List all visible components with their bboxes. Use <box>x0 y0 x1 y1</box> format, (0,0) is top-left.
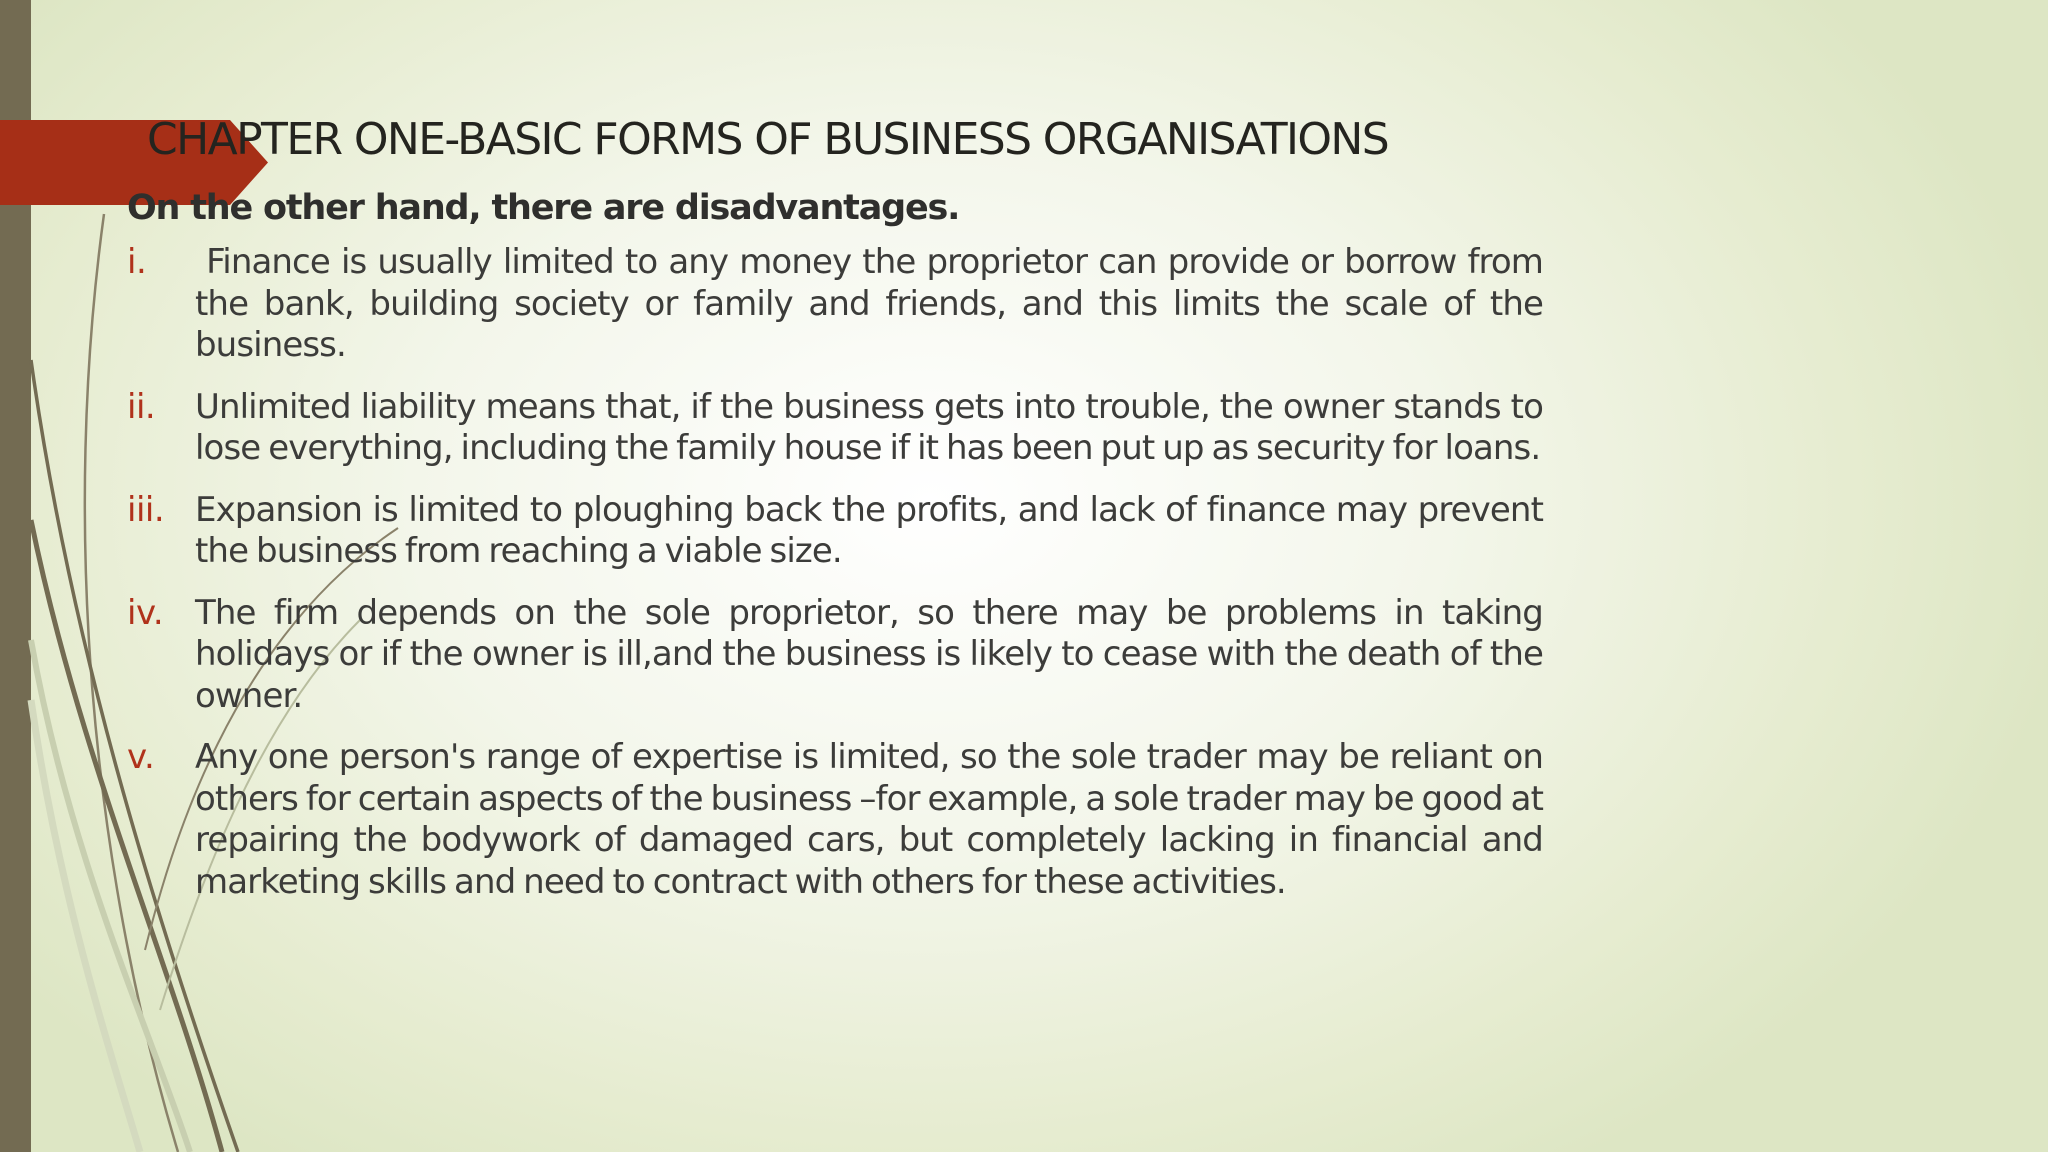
list-item <box>127 387 1543 470</box>
list-item <box>127 490 1543 573</box>
list-item-text: Finance is usually limited to any money the proprietor can provide or borrow from the bank, building society or family and friends, and this limits the scale of the business. <box>195 242 1551 365</box>
list-numeral: ii. <box>127 386 156 427</box>
list-item <box>127 737 1543 903</box>
list-numeral: iv. <box>127 592 164 633</box>
intro-text: On the other hand, there are disadvantages. <box>127 188 960 228</box>
list-numeral: v. <box>127 737 155 777</box>
list-item-text: Expansion is limited to ploughing back the profits, and lack of finance may prevent the business from reaching a viable size. <box>195 489 1543 571</box>
list-item-text: Unlimited liability means that, if the business gets into trouble, the owner stands to lose everything, including the family house if it has been put up as security for loans. <box>195 386 1543 468</box>
slide-title: CHAPTER ONE-BASIC FORMS OF BUSINESS ORGANISATIONS <box>147 114 1389 165</box>
list-item-text: The firm depends on the sole proprietor, so there may be problems in taking holidays or if the owner is ill,and the business is likely to cease with the death of the owner. <box>195 592 1543 716</box>
list-item <box>127 242 1551 367</box>
list-numeral: i. <box>127 242 147 282</box>
list-item-text: Any one person's range of expertise is limited, so the sole trader may be reliant on others for certain aspects of the business –for example, a sole trader may be good at repairing the bodywork of damaged cars, but completely lacking in financial and marketing skills and need to contract with others for these activities. <box>195 737 1543 902</box>
slide-content <box>127 186 1551 923</box>
disadvantages-list <box>127 242 1551 903</box>
list-numeral: iii. <box>127 489 165 530</box>
list-item <box>127 593 1543 718</box>
